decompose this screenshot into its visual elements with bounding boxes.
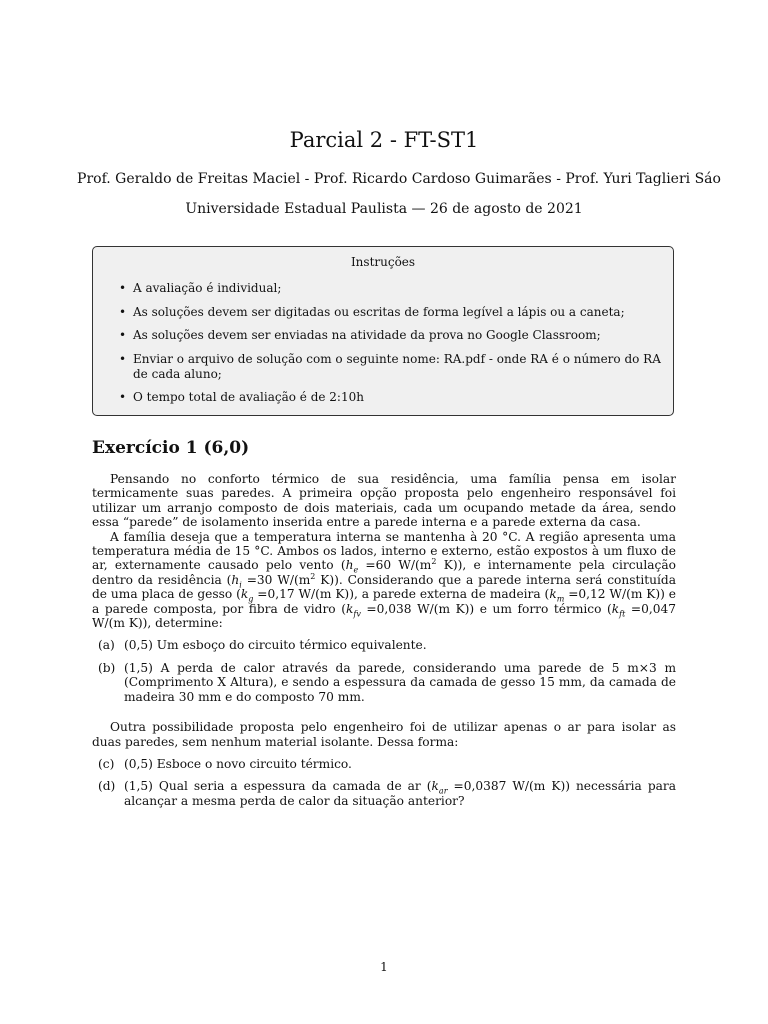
instruction-item: • As soluções devem ser enviadas na atividade da prova no Google Classroom; xyxy=(119,328,601,342)
page-number: 1 xyxy=(380,960,388,974)
instruction-item: • A avaliação é individual; xyxy=(119,281,282,295)
question-item: (d) (1,5) Qual seria a espessura da camada de ar ($k_{ar} =0,0387$ W/(m K)) necessária para alcançar a mesma perda de calor da situação anterior? xyxy=(98,779,676,808)
question-list-2 xyxy=(92,757,676,808)
bullet-icon: • xyxy=(119,351,127,366)
exercise-heading: Exercício 1 (6,0) xyxy=(92,438,250,458)
question-list-1 xyxy=(92,638,676,704)
question-item: (a) (0,5) Um esboço do circuito térmico equivalente. xyxy=(98,638,427,653)
bullet-icon: • xyxy=(119,281,127,295)
author-list: Prof. Geraldo de Freitas Maciel - Prof. Ricardo Cardoso Guimarães - Prof. Yuri Taglieri Sáo xyxy=(77,171,721,187)
instructions-box xyxy=(92,246,674,416)
instruction-item: • Enviar o arquivo de solução com o seguinte nome: RA.pdf - onde RA é o número do RA de cada aluno; xyxy=(119,351,661,381)
paragraph-intro: Pensando no conforto térmico de sua residência, uma família pensa em isolar termicamente suas paredes. A primeira opção proposta pelo engenheiro responsável foi utilizar um arranjo composto de dois materiais, cada um ocupando metade da área, sendo essa “parede” de isolamento inserida entre a parede interna e a parede externa da casa. xyxy=(92,472,676,530)
question-item: (c) (0,5) Esboce o novo circuito térmico. xyxy=(98,756,352,771)
bullet-icon: • xyxy=(119,328,127,342)
question-item: (b) (1,5) A perda de calor através da parede, considerando uma parede de 5 m×3 m (Comprimento X Altura), e sendo a espessura da camada de gesso 15 mm, da camada de madeira 30 mm e do composto 70 mm. xyxy=(98,660,676,704)
bullet-icon: • xyxy=(119,304,127,319)
exercise-body xyxy=(92,472,676,808)
affiliation-date: Universidade Estadual Paulista — 26 de agosto de 2021 xyxy=(185,201,583,217)
instruction-item: • O tempo total de avaliação é de 2:10h xyxy=(119,390,364,404)
instruction-item: • As soluções devem ser digitadas ou escritas de forma legível a lápis ou a caneta; xyxy=(119,304,625,319)
instructions-list xyxy=(119,281,663,414)
paragraph-alternative: Outra possibilidade proposta pelo engenheiro foi de utilizar apenas o ar para isolar as duas paredes, sem nenhum material isolante. Dessa forma: xyxy=(92,720,676,749)
bullet-icon: • xyxy=(119,390,127,404)
instructions-title: Instruções xyxy=(350,255,416,269)
paragraph-conditions: A família deseja que a temperatura interna se mantenha à 20 °C. A região apresenta uma temperatura média de 15 °C. Ambos os lados, interno e externo, estão expostos à um fluxo de ar, externamente causado pelo vento ($h_e =60$ $W/(m^2$ K)), e internamente pela circulação dentro da residência ($h_i =30$ $W/(m^2$ K)). Considerando que a parede interna será constituída de uma placa de gesso ($k_g =0,17$ W/(m K)), a parede externa de madeira ($k_m =0,12$ W/(m K)) e a parede composta, por fibra de vidro ($k_{fv} =0,038$ W/(m K)) e um forro térmico ($k_{ft} =0,047$ W/(m K)), determine: xyxy=(92,529,676,631)
document-title: Parcial 2 - FT-ST1 xyxy=(289,128,479,152)
